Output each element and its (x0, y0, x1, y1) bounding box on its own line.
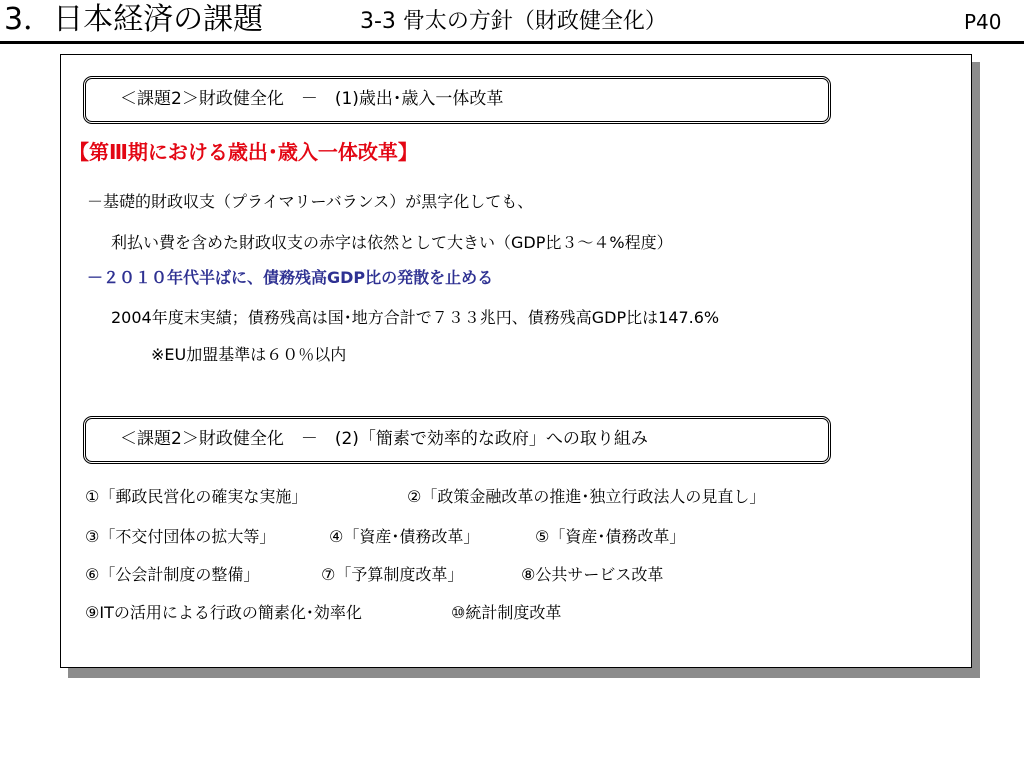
body-line-primary-balance: －基礎的財政収支（プライマリーバランス）が黒字化しても、 (87, 192, 534, 211)
list-item: ⑧公共サービス改革 (521, 565, 664, 584)
page-number: P40 (964, 10, 1002, 34)
list-item: ⑨ITの活用による行政の簡素化･効率化 (85, 603, 362, 622)
header-divider (0, 41, 1024, 44)
body-line-deficit: 利払い費を含めた財政収支の赤字は依然として大きい（GDP比３～４%程度） (111, 233, 673, 252)
list-item: ①「郵政民営化の確実な実施」 (85, 487, 308, 506)
body-line-debt-results: 2004年度末実績；債務残高は国･地方合計で７３３兆円、債務残高GDP比は147.6% (111, 308, 720, 327)
list-item: ⑥「公会計制度の整備」 (85, 565, 260, 584)
body-line-eu-criteria: ※EU加盟基準は６０％以内 (151, 345, 347, 364)
topic-label-fiscal-reform: ＜課題2＞財政健全化 － (1)歳出･歳入一体改革 (120, 89, 504, 109)
topic-label-efficient-government: ＜課題2＞財政健全化 － (2)「簡素で効率的な政府」への取り組み (120, 429, 648, 449)
content-panel (60, 54, 972, 668)
list-item: ③「不交付団体の拡大等」 (85, 527, 276, 546)
slide-subtitle: 3-3 骨太の方針（財政健全化） (360, 9, 667, 34)
list-item: ⑤「資産･債務改革」 (535, 527, 686, 546)
body-line-target: －２０１０年代半ばに、債務残高GDP比の発散を止める (87, 268, 494, 287)
list-item: ④「資産･債務改革」 (329, 527, 480, 546)
list-item: ⑦「予算制度改革」 (321, 565, 464, 584)
topic-box-fiscal-reform (83, 76, 831, 124)
topic-box-efficient-government (83, 416, 831, 464)
section-heading: 【第Ⅲ期における歳出･歳入一体改革】 (69, 140, 418, 164)
list-item: ⑩統計制度改革 (451, 603, 562, 622)
slide-header (0, 0, 1024, 46)
slide-title: 3．日本経済の課題 (4, 2, 264, 37)
list-item: ②「政策金融改革の推進･独立行政法人の見直し」 (407, 487, 766, 506)
